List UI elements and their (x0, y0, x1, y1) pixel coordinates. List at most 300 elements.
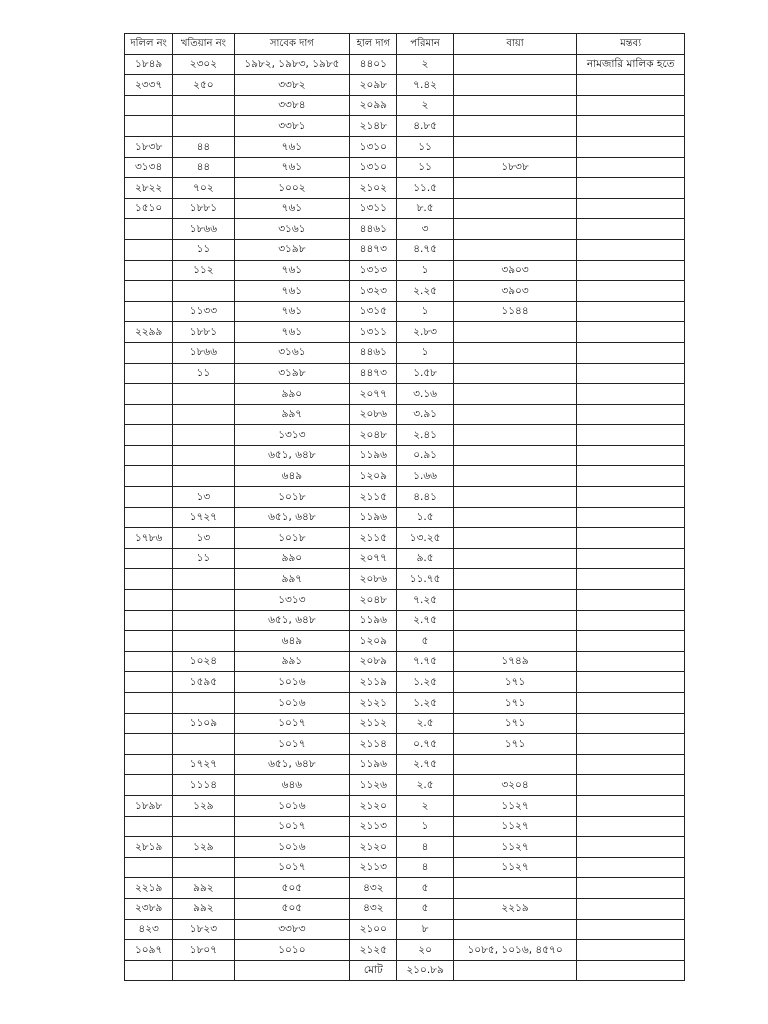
table-cell: নামজারি মালিক হতে (577, 54, 685, 75)
table-row (125, 425, 685, 446)
table-cell: ২.৫ (397, 713, 453, 734)
table-row (125, 734, 685, 755)
table-cell: ৪২৩ (125, 919, 173, 940)
table-row (125, 816, 685, 837)
table-cell (125, 239, 173, 260)
table-cell: ১৭২৭ (173, 754, 234, 775)
table-cell (577, 919, 685, 940)
table-cell (453, 342, 577, 363)
table-row (125, 239, 685, 260)
table-cell: ১ (397, 342, 453, 363)
table-cell: ২১২১ (350, 693, 397, 714)
table-cell (173, 816, 234, 837)
table-cell (577, 816, 685, 837)
table-row (125, 384, 685, 405)
table-cell (577, 940, 685, 961)
table-row (125, 219, 685, 240)
table-cell: ১ (397, 301, 453, 322)
table-cell (125, 507, 173, 528)
table-cell: ৭৬১ (234, 198, 350, 219)
table-cell: ১০১৬ (234, 672, 350, 693)
table-row (125, 445, 685, 466)
table-cell: ৫০৫ (234, 898, 350, 919)
table-cell (453, 487, 577, 508)
table-cell: ১১ (173, 363, 234, 384)
table-cell (453, 178, 577, 199)
table-cell: ৫০৫ (234, 878, 350, 899)
table-cell: ১১৪৪ (453, 301, 577, 322)
table-cell (453, 507, 577, 528)
table-row (125, 363, 685, 384)
table-cell: ১৩১৩ (234, 425, 350, 446)
table-cell: ১১২৭ (453, 857, 577, 878)
table-row (125, 775, 685, 796)
table-cell: ৪৪৭৩ (350, 363, 397, 384)
table-cell (453, 610, 577, 631)
table-cell (577, 157, 685, 178)
table-cell (577, 857, 685, 878)
table-cell (173, 404, 234, 425)
table-cell (453, 878, 577, 899)
table-cell: ১০৯৭ (125, 940, 173, 961)
table-row (125, 75, 685, 96)
table-row (125, 528, 685, 549)
table-cell: ২০ (397, 940, 453, 961)
table-cell: ১৭১ (453, 734, 577, 755)
table-cell: ১০১৬ (234, 837, 350, 858)
table-cell (577, 281, 685, 302)
table-cell (125, 281, 173, 302)
total-value: ২১০.৮৯ (397, 960, 453, 981)
table-cell (577, 363, 685, 384)
table-cell: ১৭১ (453, 713, 577, 734)
table-cell: ৩৯০৩ (453, 281, 577, 302)
table-cell: ৩১৬১ (234, 219, 350, 240)
table-row (125, 136, 685, 157)
table-cell (173, 95, 234, 116)
table-cell: ৫ (397, 878, 453, 899)
table-cell: ১০১৭ (234, 713, 350, 734)
table-cell: ৩৩৮৩ (234, 919, 350, 940)
table-cell: ১৮৪৯ (125, 54, 173, 75)
table-cell (577, 898, 685, 919)
table-cell (125, 734, 173, 755)
table-row (125, 610, 685, 631)
table-cell: ২১২০ (350, 837, 397, 858)
table-cell: ৮.৫ (397, 198, 453, 219)
table-cell (173, 960, 234, 981)
table-row (125, 54, 685, 75)
table-cell (453, 239, 577, 260)
table-cell (125, 672, 173, 693)
table-cell: ১.৬৬ (397, 466, 453, 487)
table-cell (125, 569, 173, 590)
table-cell: ১০১৭ (234, 857, 350, 878)
table-row (125, 857, 685, 878)
table-cell: ১১ (173, 239, 234, 260)
table-cell (577, 136, 685, 157)
table-cell: ২৮২২ (125, 178, 173, 199)
table-cell: ২০৭৭ (350, 548, 397, 569)
table-cell: ৩.১৬ (397, 384, 453, 405)
table-cell: ১৩১০ (350, 136, 397, 157)
table-cell: ১০১৭ (234, 816, 350, 837)
table-cell: ২২১৯ (453, 898, 577, 919)
table-cell: ১১৯৬ (350, 610, 397, 631)
table-cell: ১৩১৫ (350, 301, 397, 322)
table-cell: ৯৯২ (173, 898, 234, 919)
table-cell: ১২০৯ (350, 466, 397, 487)
table-cell: ৪৪ (173, 136, 234, 157)
table-cell: ১৩১০ (350, 157, 397, 178)
table-cell: ৩.৯১ (397, 404, 453, 425)
table-cell (577, 487, 685, 508)
table-cell (577, 445, 685, 466)
table-cell (577, 301, 685, 322)
table-row (125, 713, 685, 734)
table-cell: ২০৮৬ (350, 404, 397, 425)
header-row (125, 34, 685, 55)
table-cell (453, 54, 577, 75)
header-remarks: মন্তব্য (577, 34, 685, 55)
table-row (125, 590, 685, 611)
table-row (125, 940, 685, 961)
table-cell: ২০৪৮ (350, 425, 397, 446)
table-cell: ২ (397, 95, 453, 116)
table-cell (125, 404, 173, 425)
table-cell: ৭৬১ (234, 136, 350, 157)
table-cell: ১৯৮২, ১৯৮৩, ১৯৮৫ (234, 54, 350, 75)
table-row (125, 878, 685, 899)
table-cell (173, 466, 234, 487)
table-cell: ৭৬১ (234, 301, 350, 322)
table-cell: ১১২৭ (453, 837, 577, 858)
table-cell (577, 960, 685, 981)
table-cell (125, 548, 173, 569)
table-cell (577, 569, 685, 590)
table-cell: ১১ (173, 548, 234, 569)
table-cell: ৬৪৬ (234, 775, 350, 796)
table-cell (577, 590, 685, 611)
header-quantity: পরিমান (397, 34, 453, 55)
table-cell: ১.২৫ (397, 693, 453, 714)
table-cell: ৪৪৭৩ (350, 239, 397, 260)
table-cell: ৬৪৯ (234, 631, 350, 652)
table-cell (453, 384, 577, 405)
table-cell (125, 857, 173, 878)
table-cell (125, 816, 173, 837)
table-cell: ১১.৭৫ (397, 569, 453, 590)
table-cell: ১২৯ (173, 795, 234, 816)
table-cell (453, 960, 577, 981)
table-cell: ২০৯৯ (350, 95, 397, 116)
table-row (125, 95, 685, 116)
table-cell (125, 301, 173, 322)
table-cell: ১৭১ (453, 672, 577, 693)
table-cell (577, 198, 685, 219)
table-cell (125, 754, 173, 775)
table-row (125, 342, 685, 363)
table-cell (453, 548, 577, 569)
table-cell (577, 322, 685, 343)
table-cell: ৪৩২ (350, 898, 397, 919)
table-cell (125, 260, 173, 281)
table-cell (125, 95, 173, 116)
table-cell (125, 425, 173, 446)
table-cell: ৫ (397, 631, 453, 652)
table-cell: ৩৩৮১ (234, 116, 350, 137)
table-row (125, 198, 685, 219)
table-cell (577, 342, 685, 363)
table-cell: ৩১৩৪ (125, 157, 173, 178)
table-cell: ১০২৪ (173, 651, 234, 672)
table-cell: ৪.৪১ (397, 487, 453, 508)
table-cell (453, 363, 577, 384)
table-cell: ১০১৮ (234, 528, 350, 549)
table-cell: ২৫০ (173, 75, 234, 96)
table-row (125, 322, 685, 343)
table-cell: ৩ (397, 219, 453, 240)
table-cell: ৬৫১, ৬৪৮ (234, 445, 350, 466)
table-cell (577, 693, 685, 714)
table-cell: ১১২৬ (350, 775, 397, 796)
table-cell (577, 878, 685, 899)
table-row (125, 651, 685, 672)
table-row (125, 569, 685, 590)
table-cell (173, 610, 234, 631)
table-cell: ২২১৯ (125, 878, 173, 899)
table-cell (173, 734, 234, 755)
table-cell: ৪৪৬১ (350, 342, 397, 363)
table-cell: ২১১৫ (350, 487, 397, 508)
table-cell: ১৮৩৮ (125, 136, 173, 157)
table-cell: ২২৯৯ (125, 322, 173, 343)
table-cell: ১৮৬৬ (173, 219, 234, 240)
table-cell: ৪৪৬১ (350, 219, 397, 240)
table-cell (173, 857, 234, 878)
table-cell (125, 590, 173, 611)
table-cell: ২১১২ (350, 713, 397, 734)
table-cell (453, 631, 577, 652)
table-cell: ১.৫ (397, 507, 453, 528)
table-row (125, 754, 685, 775)
table-cell (577, 95, 685, 116)
table-cell: ২১২৫ (350, 940, 397, 961)
table-cell: ১১৯৬ (350, 507, 397, 528)
table-cell: ৪.৭৫ (397, 239, 453, 260)
table-cell: ২০৮৬ (350, 569, 397, 590)
table-cell (453, 404, 577, 425)
table-cell: ৯৯১ (234, 651, 350, 672)
table-cell: ১১২৭ (453, 816, 577, 837)
table-cell: ২০৮৯ (350, 651, 397, 672)
table-cell: ৭৬১ (234, 322, 350, 343)
table-cell: ৯৯০ (234, 384, 350, 405)
table-cell: ১০১৬ (234, 693, 350, 714)
table-cell: ৯৯২ (173, 878, 234, 899)
table-cell (173, 693, 234, 714)
header-khatian-no: খতিয়ান নং (173, 34, 234, 55)
table-cell: ১.২৫ (397, 672, 453, 693)
table-cell: ৭.২৫ (397, 590, 453, 611)
table-cell: ২.৭৫ (397, 610, 453, 631)
table-cell: ১৫১০ (125, 198, 173, 219)
table-cell (577, 775, 685, 796)
table-cell (125, 384, 173, 405)
table-cell (125, 631, 173, 652)
table-cell: ১১৯৬ (350, 445, 397, 466)
table-cell: ৭৬১ (234, 157, 350, 178)
table-cell: ৭০২ (173, 178, 234, 199)
table-cell (125, 116, 173, 137)
table-cell: ৬৫১, ৬৪৮ (234, 754, 350, 775)
table-cell: ২.৮৩ (397, 322, 453, 343)
table-cell (125, 445, 173, 466)
table-cell: ২.৭৫ (397, 754, 453, 775)
table-cell (577, 837, 685, 858)
table-cell: ৯.৫ (397, 548, 453, 569)
table-cell: ২১১৪ (350, 734, 397, 755)
table-cell (453, 116, 577, 137)
table-cell: ২১১৩ (350, 857, 397, 878)
table-cell (125, 342, 173, 363)
table-cell: ৯৯০ (234, 548, 350, 569)
table-cell: ৭.৪২ (397, 75, 453, 96)
table-row (125, 672, 685, 693)
table-cell: ৩১৯৮ (234, 363, 350, 384)
table-cell (577, 219, 685, 240)
table-cell: ১ (397, 816, 453, 837)
table-cell (125, 775, 173, 796)
header-deed-no: দলিল নং (125, 34, 173, 55)
table-cell: ২৩৮৯ (125, 898, 173, 919)
table-row (125, 919, 685, 940)
table-cell: ২১৪৮ (350, 116, 397, 137)
table-cell (577, 239, 685, 260)
table-cell (173, 425, 234, 446)
table-cell: ৯৯৭ (234, 404, 350, 425)
table-cell (173, 384, 234, 405)
table-row (125, 898, 685, 919)
table-cell: ১৭২৭ (173, 507, 234, 528)
table-body (125, 54, 685, 960)
table-cell: ১০১৬ (234, 795, 350, 816)
table-cell: ৩১৬১ (234, 342, 350, 363)
header-current-dag: হাল দাগ (350, 34, 397, 55)
table-cell (453, 919, 577, 940)
table-cell: ১১১৪ (173, 775, 234, 796)
table-cell: ৩৯০৩ (453, 260, 577, 281)
table-cell: ২১২০ (350, 795, 397, 816)
land-records-table (124, 33, 685, 981)
table-cell: ১৩১১ (350, 322, 397, 343)
table-cell (125, 487, 173, 508)
table-row (125, 301, 685, 322)
table-cell: ২.৪১ (397, 425, 453, 446)
table-cell (453, 445, 577, 466)
table-cell (453, 219, 577, 240)
table-cell: ৩৩৮৪ (234, 95, 350, 116)
table-cell: ৬৪৯ (234, 466, 350, 487)
table-cell (173, 445, 234, 466)
table-cell: ১৩১১ (350, 198, 397, 219)
table-cell: ১১৯৬ (350, 754, 397, 775)
table-cell: ৮ (397, 919, 453, 940)
table-cell: ৩২০৪ (453, 775, 577, 796)
table-cell (577, 548, 685, 569)
table-row (125, 157, 685, 178)
table-cell (173, 569, 234, 590)
table-cell (577, 425, 685, 446)
table-cell: ১০১৮ (234, 487, 350, 508)
table-cell (453, 322, 577, 343)
table-cell: ৭৬১ (234, 260, 350, 281)
table-row (125, 548, 685, 569)
table-cell: ২০৪৮ (350, 590, 397, 611)
table-cell (125, 960, 173, 981)
table-cell (453, 569, 577, 590)
table-cell (577, 795, 685, 816)
table-row (125, 693, 685, 714)
table-cell: ১১ (397, 136, 453, 157)
table-cell (453, 95, 577, 116)
table-cell: ৩৩৮২ (234, 75, 350, 96)
total-row (125, 960, 685, 981)
table-cell (577, 754, 685, 775)
table-cell (577, 507, 685, 528)
table-cell: ৪৪ (173, 157, 234, 178)
table-cell (577, 178, 685, 199)
table-cell: ০.৭৫ (397, 734, 453, 755)
table-cell: ২১১৯ (350, 672, 397, 693)
table-cell: ৪৪০১ (350, 54, 397, 75)
table-row (125, 281, 685, 302)
table-cell: ১২০৯ (350, 631, 397, 652)
table-cell (577, 610, 685, 631)
table-cell: ১৮০৭ (173, 940, 234, 961)
table-cell: ২৩০২ (173, 54, 234, 75)
table-cell: ২.৫ (397, 775, 453, 796)
table-cell (453, 528, 577, 549)
table-cell: ২০৭৭ (350, 384, 397, 405)
table-cell: ১৩ (173, 528, 234, 549)
table-cell (577, 713, 685, 734)
table-cell: ২ (397, 54, 453, 75)
table-cell: ১০০২ (234, 178, 350, 199)
table-cell: ৭.৭৫ (397, 651, 453, 672)
table-cell: ১০৮৫, ১০১৬, ৪৫৭০ (453, 940, 577, 961)
table-cell: ১১.৫ (397, 178, 453, 199)
table-cell: ২৩৩৭ (125, 75, 173, 96)
table-cell (453, 754, 577, 775)
table-cell: ১৭৪৯ (453, 651, 577, 672)
table-cell (125, 610, 173, 631)
table-row (125, 260, 685, 281)
table-row (125, 795, 685, 816)
table-cell: ১৩ (173, 487, 234, 508)
table-cell: ২১০২ (350, 178, 397, 199)
table-cell (125, 713, 173, 734)
table-cell: ১৮২৩ (173, 919, 234, 940)
table-cell: ১৫৯৫ (173, 672, 234, 693)
table-cell (173, 116, 234, 137)
table-cell (577, 528, 685, 549)
table-cell: ৬৫১, ৬৪৮ (234, 610, 350, 631)
table-cell: ২০৯৮ (350, 75, 397, 96)
table-cell (577, 75, 685, 96)
table-row (125, 631, 685, 652)
table-cell (577, 384, 685, 405)
